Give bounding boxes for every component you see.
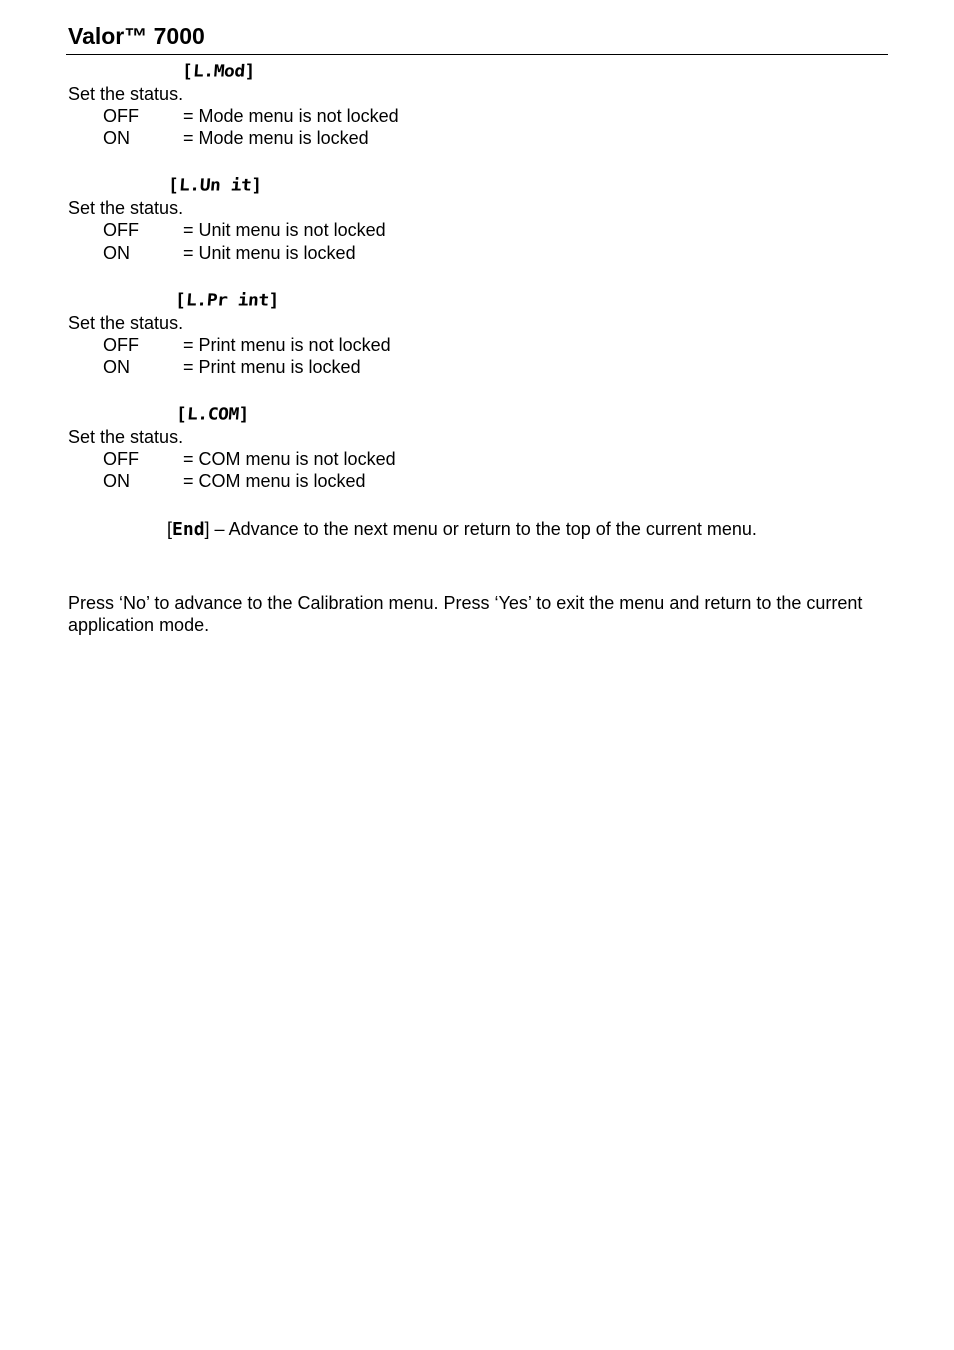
instruction-text: Set the status. <box>68 313 184 333</box>
header-divider <box>66 54 888 55</box>
lcd-code-lcom <box>176 404 249 426</box>
end-item-description: – Advance to the next menu or return to the top of the current menu. <box>209 519 757 539</box>
option-key-off: OFF <box>103 449 139 469</box>
option-key-on: ON <box>103 128 130 148</box>
option-desc: = COM menu is locked <box>183 471 366 491</box>
option-desc: = Mode menu is locked <box>183 128 369 148</box>
option-desc: = Unit menu is not locked <box>183 220 386 240</box>
lcd-code-text: L.Un it <box>178 175 252 196</box>
option-key-on: ON <box>103 471 130 491</box>
bracket-close: ] <box>238 404 250 425</box>
option-key-off: OFF <box>103 106 139 126</box>
bracket-open: [ <box>175 290 186 311</box>
bracket-open: [ <box>168 175 179 196</box>
lcd-code-lprint <box>175 290 279 312</box>
lcd-code-end: End <box>172 519 205 540</box>
option-desc: = COM menu is not locked <box>183 449 396 469</box>
bracket-open: [ <box>176 404 187 425</box>
option-desc: = Unit menu is locked <box>183 243 356 263</box>
page-title: Valor™ 7000 <box>68 23 205 49</box>
lcd-code-text: L.Mod <box>192 61 246 82</box>
instruction-text: Set the status. <box>68 198 184 218</box>
lcd-code-text: L.Pr int <box>185 290 270 311</box>
lcd-code-text: L.COM <box>186 404 240 425</box>
option-key-off: OFF <box>103 335 139 355</box>
bracket-close: ] <box>204 519 210 539</box>
lcd-code-lmod <box>182 61 255 83</box>
option-key-on: ON <box>103 243 130 263</box>
option-desc: = Mode menu is not locked <box>183 106 399 126</box>
instruction-text: Set the status. <box>68 84 184 104</box>
bracket-close: ] <box>251 175 263 196</box>
instruction-text: Set the status. <box>68 427 184 447</box>
bracket-close: ] <box>268 290 280 311</box>
option-desc: = Print menu is not locked <box>183 335 391 355</box>
bracket-open: [ <box>167 519 173 539</box>
footer-paragraph: Press ‘No’ to advance to the Calibration menu. Press ‘Yes’ to exit the menu and return to the current application mode. <box>68 593 863 635</box>
lcd-code-lunit <box>168 175 262 197</box>
option-key-off: OFF <box>103 220 139 240</box>
option-desc: = Print menu is locked <box>183 357 361 377</box>
end-item <box>167 518 757 541</box>
option-key-on: ON <box>103 357 130 377</box>
bracket-open: [ <box>182 61 193 82</box>
bracket-close: ] <box>244 61 256 82</box>
